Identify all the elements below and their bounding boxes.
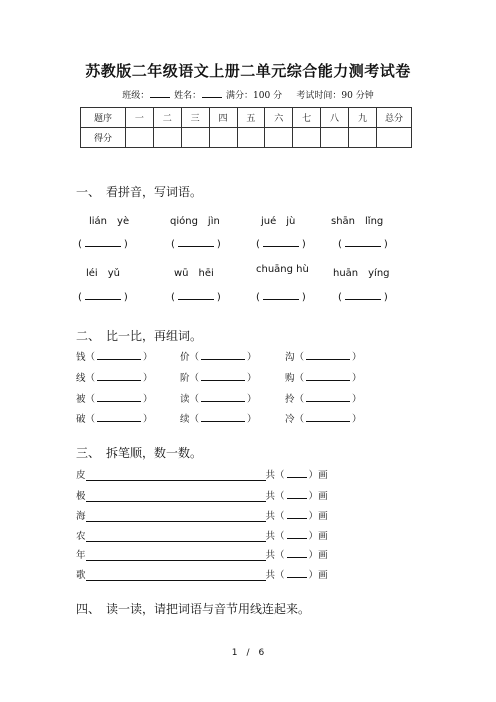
compare-char: 冷 bbox=[285, 414, 295, 425]
paren-close: ） bbox=[308, 570, 319, 581]
score-header: 八 bbox=[321, 108, 349, 128]
compare-char: 沟 bbox=[285, 352, 295, 363]
pinyin-item: wū hēi bbox=[174, 268, 214, 279]
paren-open: （ bbox=[275, 470, 285, 481]
paren-close: ） bbox=[247, 352, 257, 363]
paren-open: （ bbox=[189, 373, 200, 384]
stroke-total-label: 共 bbox=[265, 550, 276, 561]
score-cell[interactable] bbox=[126, 128, 154, 148]
paren-open: （ bbox=[275, 491, 285, 502]
paren-close: ） bbox=[308, 511, 319, 522]
compare-char: 阶 bbox=[180, 373, 190, 384]
paren-close: ) bbox=[216, 292, 221, 303]
stroke-row bbox=[76, 547, 328, 561]
stroke-count-blank[interactable] bbox=[287, 509, 307, 519]
compare-item bbox=[180, 391, 257, 405]
paren-close: ） bbox=[143, 373, 153, 384]
paren-close: ) bbox=[123, 292, 128, 303]
stroke-unit: 画 bbox=[318, 511, 328, 522]
stroke-line[interactable] bbox=[86, 550, 266, 561]
paren-open: （ bbox=[275, 531, 285, 542]
score-header: 九 bbox=[349, 108, 377, 128]
stroke-line[interactable] bbox=[86, 531, 266, 542]
answer-blank[interactable] bbox=[171, 290, 221, 303]
exam-info bbox=[0, 88, 496, 101]
blank-line[interactable] bbox=[201, 412, 245, 422]
score-cell[interactable] bbox=[321, 128, 349, 148]
paren-close: ) bbox=[383, 292, 388, 303]
stroke-count-blank[interactable] bbox=[287, 489, 307, 499]
score-header: 七 bbox=[293, 108, 321, 128]
score-cell[interactable] bbox=[181, 128, 209, 148]
compare-item bbox=[285, 370, 362, 384]
paren-close: ） bbox=[143, 394, 153, 405]
compare-item bbox=[180, 411, 257, 425]
paren-open: （ bbox=[85, 414, 96, 425]
stroke-count-blank[interactable] bbox=[287, 548, 307, 558]
compare-item bbox=[76, 391, 153, 405]
stroke-char: 农 bbox=[76, 531, 86, 542]
answer-blank[interactable] bbox=[256, 237, 306, 250]
paren-open: ( bbox=[256, 239, 260, 250]
paren-close: ） bbox=[247, 394, 257, 405]
blank-line[interactable] bbox=[97, 412, 141, 422]
stroke-char: 歌 bbox=[76, 570, 86, 581]
stroke-row bbox=[76, 528, 328, 542]
pinyin-item: jué jù bbox=[261, 216, 296, 227]
paren-close: ） bbox=[308, 531, 319, 542]
paren-open: ( bbox=[256, 292, 260, 303]
paren-open: （ bbox=[189, 414, 200, 425]
paren-close: ) bbox=[216, 239, 221, 250]
score-header: 总分 bbox=[377, 108, 412, 128]
blank-line[interactable] bbox=[178, 237, 214, 247]
stroke-total-label: 共 bbox=[265, 570, 276, 581]
paren-open: ( bbox=[338, 239, 342, 250]
blank-line[interactable] bbox=[97, 392, 141, 402]
compare-char: 钱 bbox=[76, 352, 86, 363]
stroke-unit: 画 bbox=[318, 570, 328, 581]
paren-close: ) bbox=[383, 239, 388, 250]
paren-close: ) bbox=[301, 239, 306, 250]
score-row bbox=[81, 128, 412, 148]
stroke-unit: 画 bbox=[318, 531, 328, 542]
paren-open: ( bbox=[171, 239, 175, 250]
paren-open: （ bbox=[275, 550, 285, 561]
stroke-line[interactable] bbox=[86, 570, 266, 581]
name-blank[interactable] bbox=[202, 89, 222, 98]
answer-blank[interactable] bbox=[338, 290, 388, 303]
answer-blank[interactable] bbox=[256, 290, 306, 303]
blank-line[interactable] bbox=[97, 350, 141, 360]
compare-char: 破 bbox=[76, 414, 86, 425]
paren-close: ） bbox=[352, 414, 362, 425]
compare-char: 购 bbox=[285, 373, 295, 384]
pinyin-item: qióng jìn bbox=[170, 216, 220, 227]
pinyin-item: huān yíng bbox=[333, 268, 390, 279]
paren-open: （ bbox=[189, 394, 200, 405]
paren-open: ( bbox=[78, 239, 82, 250]
compare-char: 线 bbox=[76, 373, 86, 384]
paren-open: （ bbox=[294, 394, 305, 405]
stroke-count-blank[interactable] bbox=[287, 568, 307, 578]
score-cell[interactable] bbox=[265, 128, 293, 148]
name-label: 姓名： bbox=[174, 91, 202, 101]
pinyin-item: léi yǔ bbox=[86, 268, 120, 279]
score-row-label: 得分 bbox=[81, 128, 126, 148]
paren-close: ） bbox=[143, 414, 153, 425]
class-label: 班级： bbox=[122, 91, 150, 101]
answer-blank[interactable] bbox=[171, 237, 221, 250]
score-header: 五 bbox=[237, 108, 265, 128]
paren-open: ( bbox=[171, 292, 175, 303]
compare-item bbox=[285, 391, 362, 405]
stroke-char: 皮 bbox=[76, 470, 86, 481]
compare-item bbox=[76, 349, 153, 363]
compare-item bbox=[180, 370, 257, 384]
stroke-row bbox=[76, 508, 328, 522]
compare-item bbox=[285, 349, 362, 363]
blank-line[interactable] bbox=[345, 237, 381, 247]
compare-item bbox=[180, 349, 257, 363]
paren-open: （ bbox=[85, 394, 96, 405]
stroke-line[interactable] bbox=[86, 491, 266, 502]
compare-char: 被 bbox=[76, 394, 86, 405]
blank-line[interactable] bbox=[201, 350, 245, 360]
paren-close: ） bbox=[247, 414, 257, 425]
paren-open: （ bbox=[189, 352, 200, 363]
blank-line[interactable] bbox=[97, 371, 141, 381]
score-header: 六 bbox=[265, 108, 293, 128]
paren-close: ） bbox=[352, 394, 362, 405]
score-header: 四 bbox=[209, 108, 237, 128]
blank-line[interactable] bbox=[201, 371, 245, 381]
stroke-row bbox=[76, 467, 328, 481]
stroke-line[interactable] bbox=[86, 470, 266, 481]
full-score: 满分：100 分 bbox=[226, 91, 283, 101]
compare-item bbox=[76, 411, 153, 425]
section-1-heading: 一、 看拼音，写词语。 bbox=[76, 185, 203, 199]
paren-open: ( bbox=[338, 292, 342, 303]
compare-char: 续 bbox=[180, 414, 190, 425]
compare-char: 拎 bbox=[285, 394, 295, 405]
stroke-unit: 画 bbox=[318, 491, 328, 502]
blank-line[interactable] bbox=[345, 290, 381, 300]
pinyin-item: shān lǐng bbox=[331, 216, 384, 227]
score-header: 题序 bbox=[81, 108, 126, 128]
stroke-count-blank[interactable] bbox=[287, 468, 307, 478]
score-table bbox=[80, 107, 412, 148]
score-cell[interactable] bbox=[293, 128, 321, 148]
score-header-row bbox=[81, 108, 412, 128]
answer-blank[interactable] bbox=[78, 290, 128, 303]
section-3-heading: 三、 拆笔顺，数一数。 bbox=[76, 446, 203, 460]
stroke-unit: 画 bbox=[318, 470, 328, 481]
pinyin-item: chuāng hù bbox=[256, 264, 309, 275]
blank-line[interactable] bbox=[263, 237, 299, 247]
stroke-char: 海 bbox=[76, 511, 86, 522]
paren-close: ） bbox=[247, 373, 257, 384]
compare-item bbox=[76, 370, 153, 384]
compare-char: 价 bbox=[180, 352, 190, 363]
paren-open: ( bbox=[78, 292, 82, 303]
paren-close: ） bbox=[352, 352, 362, 363]
stroke-line[interactable] bbox=[86, 511, 266, 522]
score-cell[interactable] bbox=[349, 128, 377, 148]
paren-open: （ bbox=[275, 511, 285, 522]
pinyin-item: lián yè bbox=[89, 216, 130, 227]
section-2-heading: 二、 比一比，再组词。 bbox=[76, 329, 203, 343]
paren-close: ） bbox=[352, 373, 362, 384]
stroke-total-label: 共 bbox=[265, 511, 276, 522]
stroke-count-blank[interactable] bbox=[287, 529, 307, 539]
compare-char: 读 bbox=[180, 394, 190, 405]
answer-blank[interactable] bbox=[78, 237, 128, 250]
blank-line[interactable] bbox=[306, 371, 350, 381]
paren-close: ) bbox=[123, 239, 128, 250]
stroke-row bbox=[76, 488, 328, 502]
paren-close: ） bbox=[308, 491, 319, 502]
score-header: 二 bbox=[153, 108, 181, 128]
section-4-heading: 四、 读一读，请把词语与音节用线连起来。 bbox=[76, 602, 311, 616]
blank-line[interactable] bbox=[201, 392, 245, 402]
class-blank[interactable] bbox=[150, 89, 170, 98]
paren-open: （ bbox=[294, 414, 305, 425]
answer-blank[interactable] bbox=[338, 237, 388, 250]
stroke-total-label: 共 bbox=[265, 470, 276, 481]
paren-open: （ bbox=[85, 373, 96, 384]
paren-open: （ bbox=[294, 373, 305, 384]
blank-line[interactable] bbox=[306, 412, 350, 422]
paren-close: ) bbox=[301, 292, 306, 303]
paren-close: ） bbox=[143, 352, 153, 363]
paren-close: ） bbox=[308, 550, 319, 561]
blank-line[interactable] bbox=[178, 290, 214, 300]
page-number: 1 / 6 bbox=[231, 648, 265, 658]
stroke-char: 年 bbox=[76, 550, 86, 561]
stroke-total-label: 共 bbox=[265, 491, 276, 502]
paren-open: （ bbox=[294, 352, 305, 363]
exam-time: 考试时间：90 分钟 bbox=[296, 91, 374, 101]
score-cell[interactable] bbox=[153, 128, 181, 148]
score-cell[interactable] bbox=[209, 128, 237, 148]
stroke-unit: 画 bbox=[318, 550, 328, 561]
blank-line[interactable] bbox=[263, 290, 299, 300]
paren-close: ） bbox=[308, 470, 319, 481]
stroke-row bbox=[76, 567, 328, 581]
page-title: 苏教版二年级语文上册二单元综合能力测考试卷 bbox=[85, 62, 411, 80]
score-cell[interactable] bbox=[237, 128, 265, 148]
score-header: 三 bbox=[181, 108, 209, 128]
blank-line[interactable] bbox=[306, 350, 350, 360]
score-cell[interactable] bbox=[377, 128, 412, 148]
blank-line[interactable] bbox=[85, 237, 121, 247]
stroke-char: 极 bbox=[76, 491, 86, 502]
stroke-total-label: 共 bbox=[265, 531, 276, 542]
blank-line[interactable] bbox=[306, 392, 350, 402]
score-header: 一 bbox=[126, 108, 154, 128]
compare-item bbox=[285, 411, 362, 425]
blank-line[interactable] bbox=[85, 290, 121, 300]
paren-open: （ bbox=[85, 352, 96, 363]
paren-open: （ bbox=[275, 570, 285, 581]
